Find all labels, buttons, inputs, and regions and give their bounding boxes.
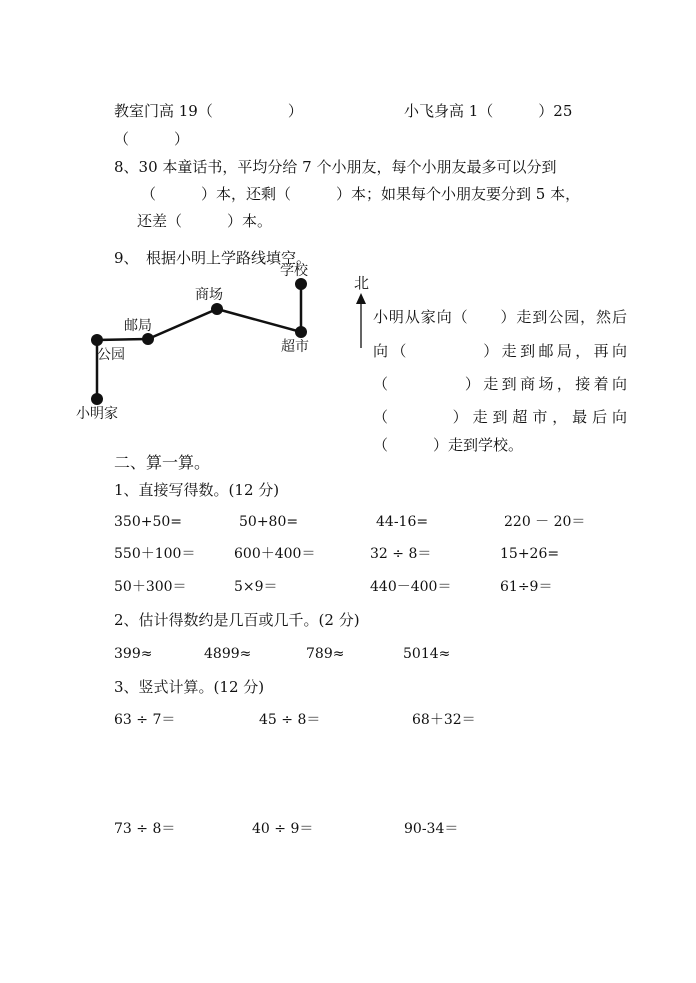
vertical-calc-item: 63 ÷ 7＝ — [114, 712, 176, 728]
q7-line1-left: 教室门高 19（ ） — [114, 102, 303, 120]
calc-item: 440－400＝ — [370, 579, 452, 595]
q9-text-line2: 向（ ）走到邮局，再向 — [373, 342, 627, 360]
calc-item: 350+50= — [114, 514, 182, 530]
q9-text-line5: （ ）走到学校。 — [373, 436, 524, 454]
label-market: 超市 — [281, 339, 309, 355]
q9-text-line5-clipped — [373, 430, 627, 454]
estimate-item: 4899≈ — [204, 646, 252, 662]
calc-item: 5×9＝ — [234, 579, 278, 595]
point-home — [91, 393, 103, 405]
point-park — [91, 334, 103, 346]
p2-title: 2、估计得数约是几百或几千。(2 分) — [114, 611, 360, 629]
calc-item: 550＋100＝ — [114, 546, 196, 562]
vertical-calc-item: 45 ÷ 8＝ — [259, 712, 321, 728]
north-label: 北 — [354, 274, 370, 292]
calc-item: 32 ÷ 8＝ — [370, 546, 432, 562]
north-arrow-icon — [356, 293, 366, 348]
calc-item: 44-16= — [376, 514, 429, 530]
section2-title: 二、算一算。 — [114, 453, 211, 472]
p1-title: 1、直接写得数。(12 分) — [114, 481, 280, 499]
q8-line2: （ ）本，还剩（ ）本；如果每个小朋友要分到 5 本， — [141, 185, 581, 203]
q8-line1: 8、30 本童话书，平均分给 7 个小朋友，每个小朋友最多可以分到 — [114, 158, 557, 176]
calc-item: 600＋400＝ — [234, 546, 316, 562]
vertical-calc-item: 90-34＝ — [404, 821, 459, 837]
q7-line2: （ ） — [114, 130, 190, 148]
point-mall — [211, 303, 223, 315]
calc-item: 50+80= — [239, 514, 299, 530]
vertical-calc-item: 40 ÷ 9＝ — [252, 821, 314, 837]
label-post: 邮局 — [124, 318, 152, 334]
p3-title: 3、竖式计算。(12 分) — [114, 678, 265, 696]
calc-item: 15+26= — [500, 546, 560, 562]
q7-line1-right: 小飞身高 1（ ）25 — [404, 102, 573, 120]
calc-item: 50＋300＝ — [114, 579, 187, 595]
estimate-item: 5014≈ — [403, 646, 451, 662]
q9-text-line1: 小明从家向（ ）走到公园，然后 — [373, 308, 627, 326]
q9-text-line3: （ ）走到商场，接着向 — [373, 375, 627, 393]
estimate-item: 789≈ — [306, 646, 345, 662]
label-park: 公园 — [97, 347, 125, 363]
vertical-calc-item: 68＋32＝ — [412, 712, 476, 728]
point-post — [142, 333, 154, 345]
label-school: 学校 — [280, 263, 308, 279]
q9-title: 9、 根据小明上学路线填空。 — [114, 249, 312, 267]
label-home: 小明家 — [76, 406, 118, 422]
calc-item: 220 － 20＝ — [504, 514, 586, 530]
point-market — [295, 326, 307, 338]
estimate-item: 399≈ — [114, 646, 153, 662]
vertical-calc-item: 73 ÷ 8＝ — [114, 821, 176, 837]
q8-line3: 还差（ ）本。 — [137, 212, 273, 230]
calc-item: 61÷9＝ — [500, 579, 553, 595]
q9-text-line4: （ ）走到超市，最后向 — [373, 408, 627, 426]
label-mall: 商场 — [195, 287, 223, 303]
point-school — [295, 278, 307, 290]
